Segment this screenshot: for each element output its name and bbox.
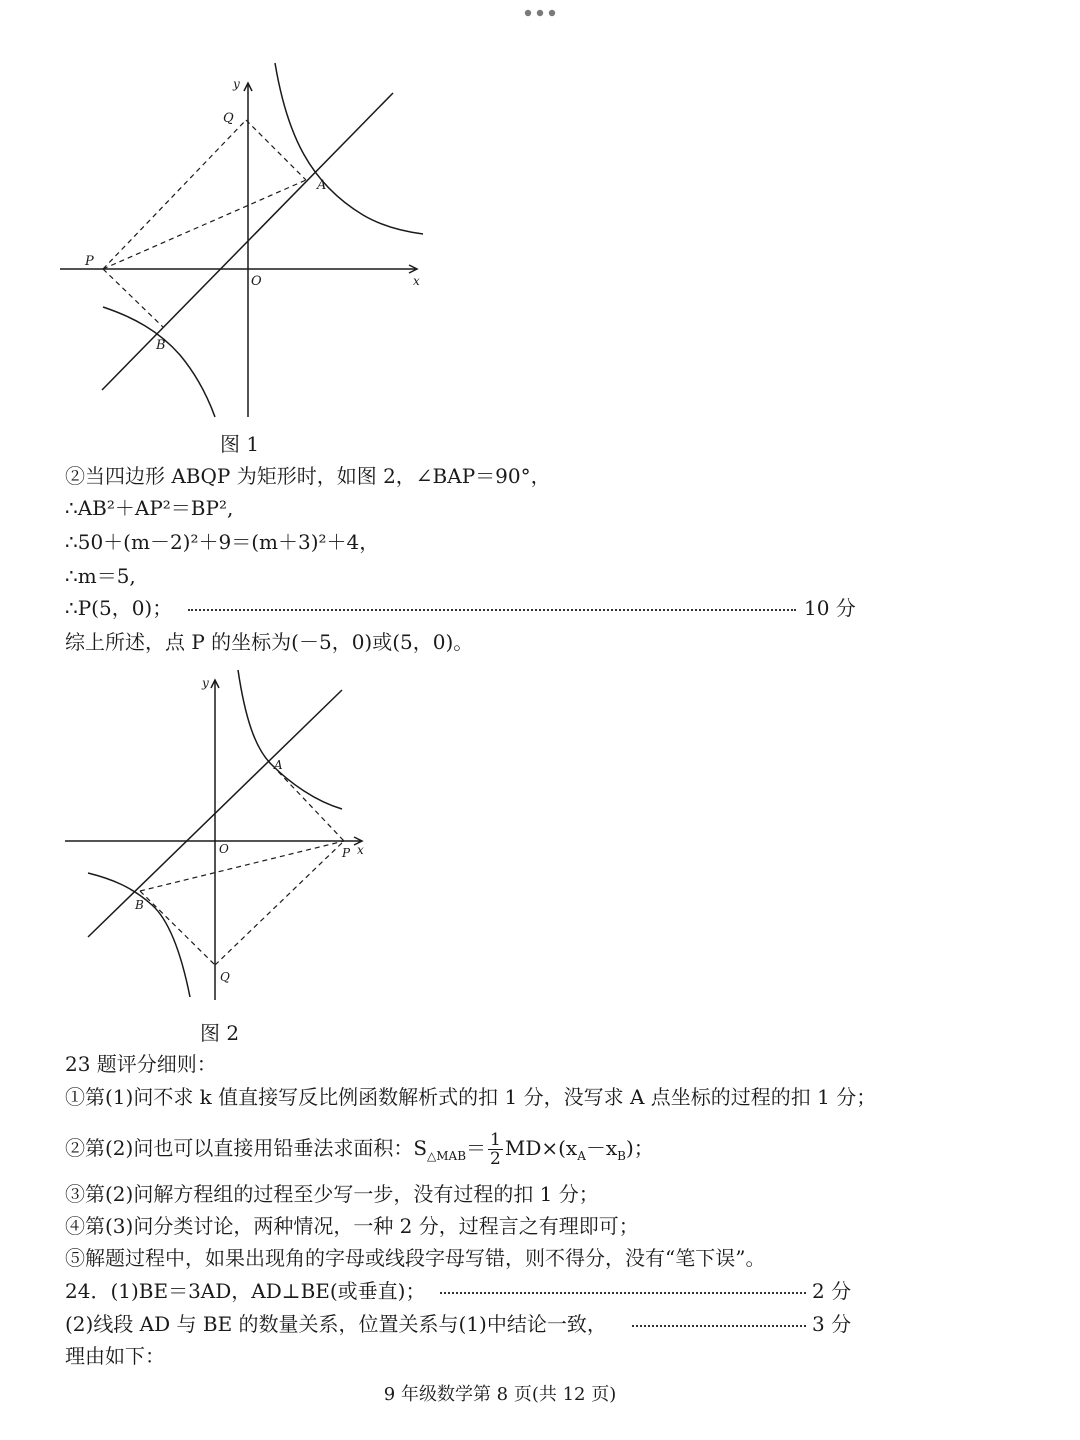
point-b-label: B (156, 338, 166, 353)
score-leader-10 (188, 607, 796, 611)
figure-1-diagram (55, 55, 435, 425)
segment-qp (215, 841, 344, 965)
score-3: 3 分 (812, 1312, 852, 1336)
x-label: x (413, 274, 420, 288)
rubric-item-3: ③第(2)问解方程组的过程至少写一步，没有过程的扣 1 分； (65, 1182, 599, 1206)
hyperbola-branch-2 (103, 307, 215, 417)
segment-pq (103, 120, 246, 269)
x-label: x (357, 843, 364, 857)
rubric-item-4: ④第(3)问分类讨论，两种情况，一种 2 分，过程言之有理即可； (65, 1214, 639, 1238)
q24-part-2: (2)线段 AD 与 BE 的数量关系，位置关系与(1)中结论一致， (65, 1312, 607, 1336)
hyperbola-branch-2 (88, 873, 190, 997)
segment-bq (140, 891, 215, 965)
point-p-label: P (85, 254, 94, 269)
point-q-label: Q (220, 970, 230, 984)
line-rectangle-case: ②当四边形 ABQP 为矩形时，如图 2，∠BAP＝90°， (65, 464, 551, 488)
point-a-label: A (274, 758, 283, 772)
segment-bp (140, 841, 344, 891)
line-pythagoras: ∴AB²＋AP²＝BP², (65, 496, 234, 520)
point-a-label: A (317, 178, 327, 193)
rubric-item-1: ①第(1)问不求 k 值直接写反比例函数解析式的扣 1 分，没写求 A 点坐标的过程的扣 1 分； (65, 1085, 877, 1109)
hyperbola-branch-1 (275, 63, 423, 234)
segment-pb (103, 269, 163, 327)
figure-2-caption: 图 2 (200, 1021, 240, 1045)
line-p-coordinate: ∴P(5，0)； (65, 596, 173, 620)
segment-ap (272, 765, 344, 841)
origin-label: O (251, 274, 262, 289)
origin-label: O (219, 842, 229, 856)
score-leader-3 (632, 1323, 806, 1327)
q24-reason-intro: 理由如下： (65, 1344, 165, 1368)
figure-1-caption: 图 1 (220, 432, 260, 456)
segment-pa (103, 180, 306, 269)
y-label: y (202, 676, 209, 690)
line-m-value: ∴m＝5, (65, 564, 136, 588)
more-dots-icon (520, 6, 560, 20)
page-footer: 9 年级数学第 8 页(共 12 页) (383, 1384, 617, 1405)
fraction-one-half: $\frac{1}{2}$ (490, 1130, 501, 1169)
point-q-label: Q (223, 111, 234, 126)
y-label: y (233, 77, 240, 91)
line-equation: ∴50＋(m－2)²＋9＝(m＋3)²＋4， (65, 530, 380, 554)
figure-2-diagram (60, 665, 380, 1010)
q24-part-1: 24．(1)BE＝3AD，AD⊥BE(或垂直)； (65, 1279, 426, 1303)
figure-1 (55, 55, 435, 425)
rubric-item-2: ②第(2)问也可以直接用铅垂法求面积：$S_{\triangle MAB}=$ $\frac{1}{2}$ $MD\times(x_A-x_B)$； (65, 1130, 654, 1169)
rubric-title: 23 题评分细则： (65, 1052, 217, 1076)
figure-2 (60, 665, 380, 1010)
point-b-label: B (135, 898, 144, 912)
hyperbola-branch-1 (238, 670, 342, 809)
line-conclusion: 综上所述，点 P 的坐标为(－5，0)或(5，0)。 (65, 630, 474, 654)
score-10: 10 分 (804, 596, 856, 620)
score-2: 2 分 (812, 1279, 852, 1303)
score-leader-2 (440, 1290, 806, 1294)
rubric-item-5: ⑤解题过程中，如果出现角的字母或线段字母写错，则不得分，没有“笔下误”。 (65, 1246, 766, 1270)
segment-qa (246, 120, 306, 180)
point-p-label: P (342, 846, 351, 860)
